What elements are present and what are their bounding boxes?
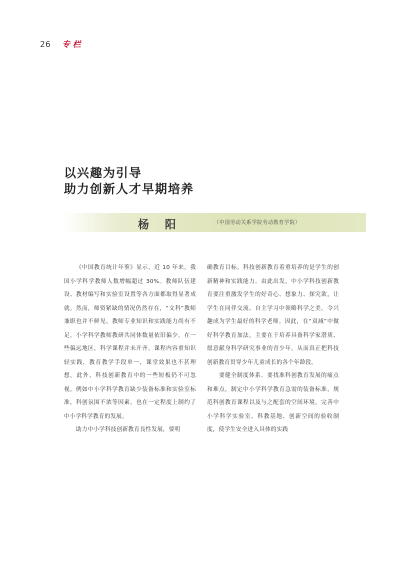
page-number: 26	[40, 40, 51, 49]
body-paragraph: 助力中小学科技创新教育良性发展，要明	[76, 427, 181, 433]
body-paragraph: 确教育目标。科技创新教育着重培养的是学生的创新精神和实践能力。由此出发，中小学科技创新教育要注重激发学生的好奇心、想象力、探究欲，让学生在同伴交流、自主学习中领略科学之美，令兴趣成为学生最好的科学老师。因此，在“双减”中做好科学教育加法，主要在于培养具备科学家潜质、愿意献身科学研究事业的青少年，从而真正把科技创新教育贯穿少年儿童成长的各个年龄段。	[207, 265, 339, 366]
article-title-line-2: 助力创新人才早期培养	[64, 182, 195, 196]
article-title-line-1: 以兴趣为引导	[64, 166, 143, 180]
article-title	[64, 165, 194, 197]
body-column-left	[64, 262, 196, 438]
body-paragraph: 要健全制度体系。要找准科创教育发展的痛点和难点，制定中小学科学教育急需的装备标准，规范科创教育课程以及与之配套的空间环境，完善中小学科学实验室、科教基地、创新空间的验收制度，使学生安全进入具体的实践	[207, 373, 339, 433]
body-paragraph: 《中国教育统计年鉴》显示，近 10 年来，我国小学科学教师人数增幅超过 30%。教师队伍建设、教材编写和实验室设置等各方面都取得显著成就。然而，师资紧缺的情况仍然存在，“文科”教师兼职也并不鲜见，教师专业知识和实践能力尚有不足，小学科学教师教研共同体数量依旧偏少。在一些偏远地区，科学课程并未开齐，课程内容重知识轻实践，教育教学手段单一，课堂效果也不甚理想。此外，科技创新教育中的一些短板仍不可忽视。例如中小学科学教育缺少装备标准和实验室标准，科创氛围不浓等因素，也在一定程度上制约了中小学科学教育的发展。	[64, 265, 196, 420]
section-tag: 专 栏	[62, 40, 81, 49]
author-affiliation: （中国劳动关系学院劳动教育学院）	[214, 220, 301, 226]
body-column-right	[207, 262, 339, 438]
author-name: 杨 阳	[138, 218, 182, 231]
